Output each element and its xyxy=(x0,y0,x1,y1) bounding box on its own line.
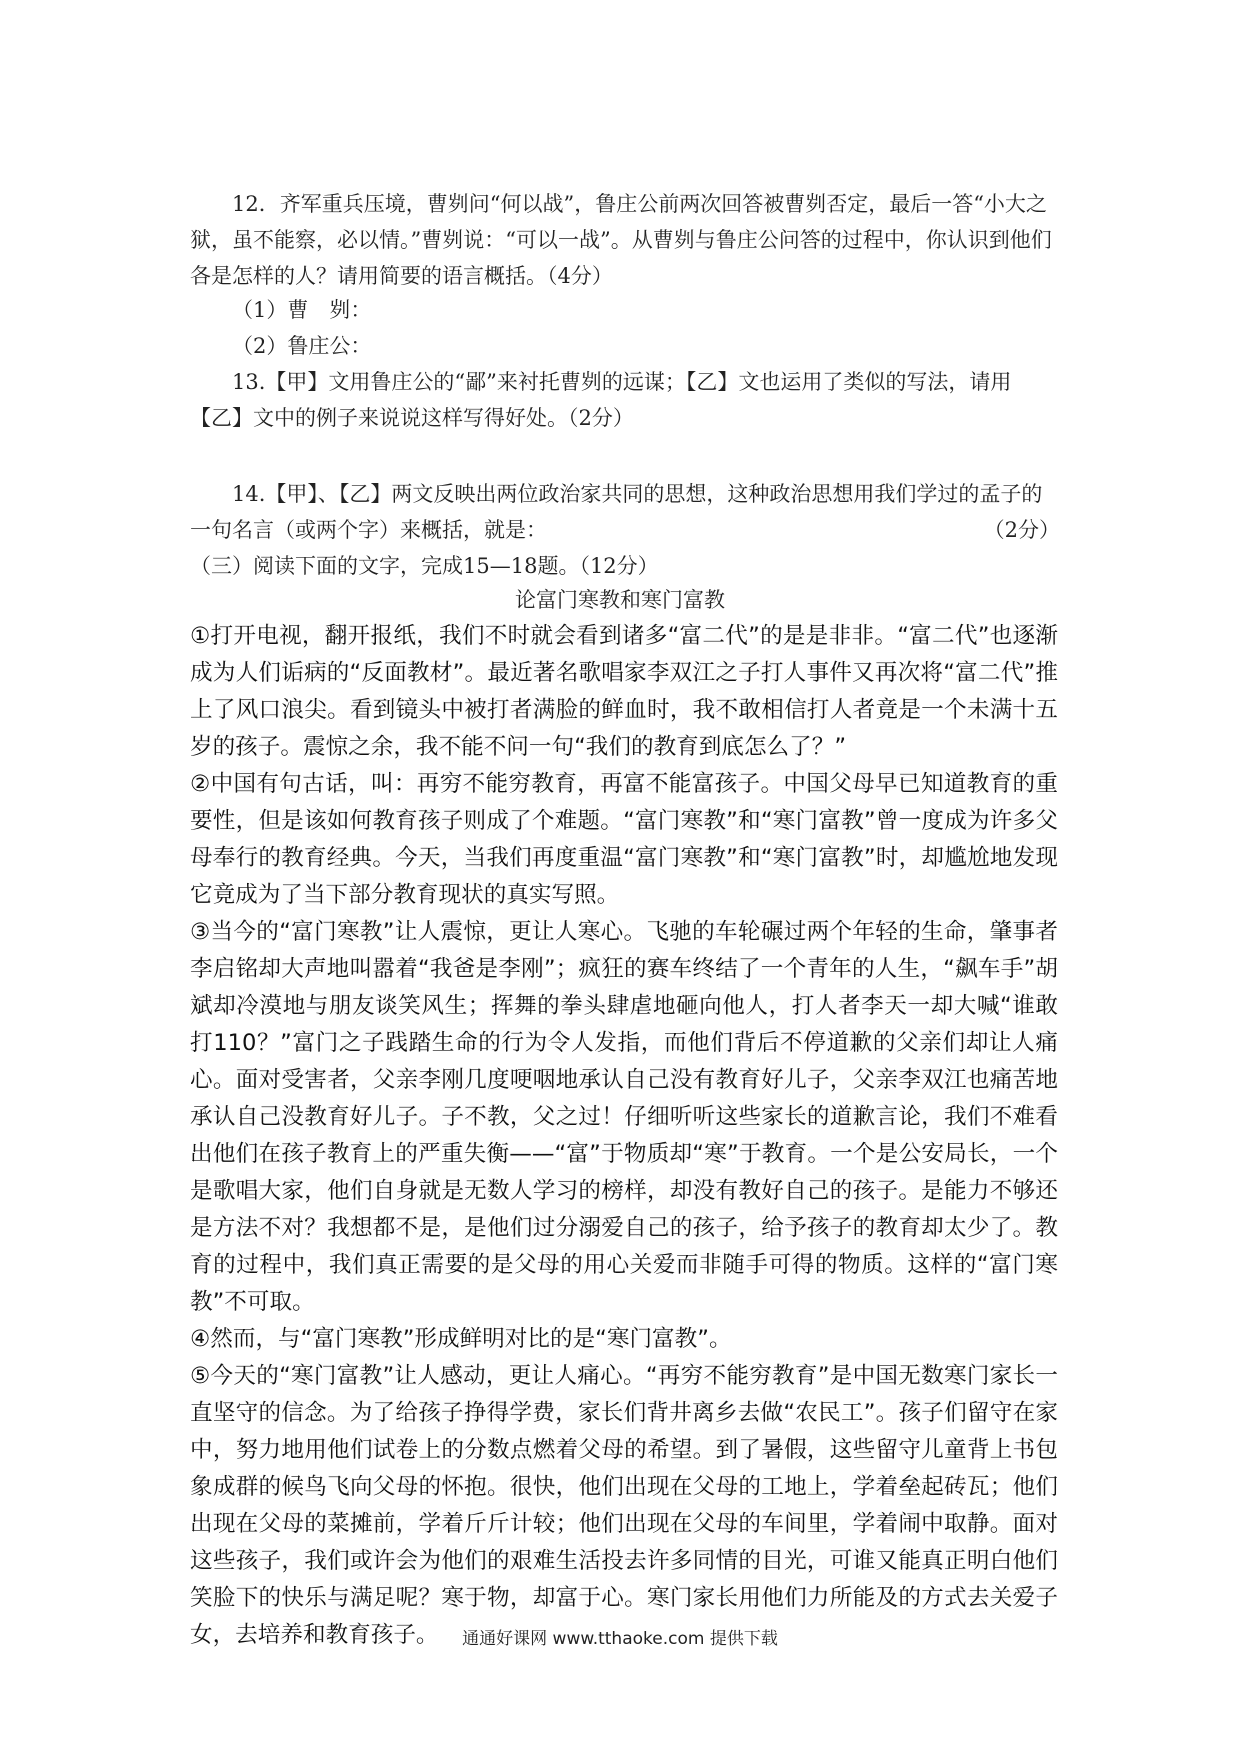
question-14-score: （2分） xyxy=(983,518,1060,542)
question-13 xyxy=(190,364,1060,436)
question-12 xyxy=(190,186,1060,294)
paragraph-3: ③当今的“富门寒教”让人震惊，更让人寒心。飞驰的车轮碾过两个年轻的生命，肇事者李启铭却大声地叫嚣着“我爸是李刚”；疯狂的赛车终结了一个青年的人生，“飙车手”胡斌却冷漠地与朋友谈笑风生；挥舞的拳头肆虐地砸向他人，打人者李天一却大喊“谁敢打110？”富门之子践踏生命的行为令人发指，而他们背后不停道歉的父亲们却让人痛心。面对受害者，父亲李刚几度哽咽地承认自己没有教育好儿子，父亲李双江也痛苦地承认自己没教育好儿子。子不教，父之过！仔细听听这些家长的道歉言论，我们不难看出他们在孩子教育上的严重失衡——“富”于物质却“寒”于教育。一个是公安局长，一个是歌唱大家，他们自身就是无数人学习的榜样，却没有教好自己的孩子。是能力不够还是方法不对？我想都不是，是他们过分溺爱自己的孩子，给予孩子的教育却太少了。教育的过程中，我们真正需要的是父母的用心关爱而非随手可得的物质。这样的“富门寒教”不可取。 xyxy=(190,919,1058,1315)
paragraph-5: ⑤今天的“寒门富教”让人感动，更让人痛心。“再穷不能穷教育”是中国无数寒门家长一直坚守的信念。为了给孩子挣得学费，家长们背井离乡去做“农民工”。孩子们留守在家中，努力地用他们试卷上的分数点燃着父母的希望。到了暑假，这些留守儿童背上书包象成群的候鸟飞向父母的怀抱。很快，他们出现在父母的工地上，学着垒起砖瓦；他们出现在父母的菜摊前，学着斤斤计较；他们出现在父母的车间里，学着闹中取静。面对这些孩子，我们或许会为他们的艰难生活投去许多同情的目光，可谁又能真正明白他们笑脸下的快乐与满足呢？寒于物，却富于心。寒门家长用他们力所能及的方式去关爱子女，去培养和教育孩子。 xyxy=(190,1363,1058,1648)
question-12-text: 12．齐军重兵压境，曹刿问“何以战”，鲁庄公前两次回答被曹刿否定，最后一答“小大之狱，虽不能察，必以情。”曹刿说：“可以一战”。从曹刿与鲁庄公问答的过程中，你认识到他们各是怎样的人？请用简要的语言概括。（4分） xyxy=(190,192,1052,288)
article-body xyxy=(190,618,1058,1654)
footer-download-note: 通通好课网 www.tthaoke.com 提供下载 xyxy=(462,1629,778,1649)
question-13-text: 13.【甲】文用鲁庄公的“鄙”来衬托曹刿的远谋；【乙】文也运用了类似的写法，请用【乙】文中的例子来说说这样写得好处。（2分） xyxy=(190,370,1012,430)
question-12-answer-2: （2）鲁庄公： xyxy=(232,334,372,358)
paragraph-2: ②中国有句古话，叫：再穷不能穷教育，再富不能富孩子。中国父母早已知道教育的重要性，但是该如何教育孩子则成了个难题。“富门寒教”和“寒门富教”曾一度成为许多父母奉行的教育经典。今天，当我们再度重温“富门寒教”和“寒门富教”时，却尴尬地发现它竟成为了当下部分教育现状的真实写照。 xyxy=(190,771,1058,908)
article-title: 论富门寒教和寒门富教 xyxy=(515,588,725,612)
paragraph-1: ①打开电视，翻开报纸，我们不时就会看到诸多“富二代”的是是非非。“富二代”也逐渐成为人们诟病的“反面教材”。最近著名歌唱家李双江之子打人事件又再次将“富二代”推上了风口浪尖。看到镜头中被打者满脸的鲜血时，我不敢相信打人者竟是一个未满十五岁的孩子。震惊之余，我不能不问一句“我们的教育到底怎么了？” xyxy=(190,623,1058,760)
question-14 xyxy=(190,476,1060,548)
paragraph-4: ④然而，与“富门寒教”形成鲜明对比的是“寒门富教”。 xyxy=(190,1326,732,1352)
section-heading: （三）阅读下面的文字，完成15—18题。（12分） xyxy=(190,554,659,578)
question-12-answer-1: （1）曹 刿： xyxy=(232,298,372,322)
question-14-text: 14.【甲】、【乙】两文反映出两位政治家共同的思想，这种政治思想用我们学过的孟子的一句名言（或两个字）来概括，就是： xyxy=(190,482,1043,542)
